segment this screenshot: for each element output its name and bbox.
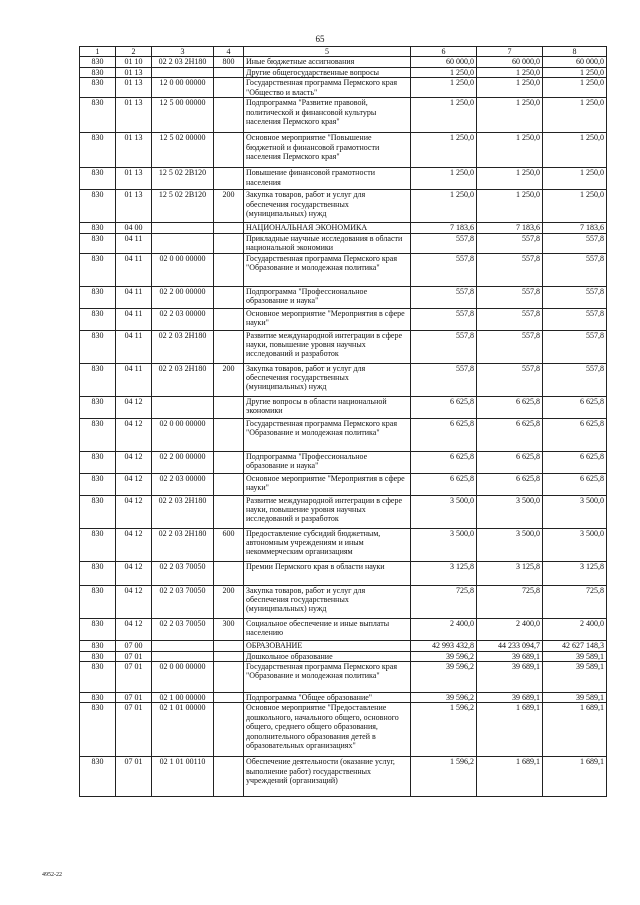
expense-type-cell: [214, 286, 244, 308]
target-code-cell: [152, 67, 214, 77]
table-row: [80, 451, 607, 473]
target-code-cell: [152, 651, 214, 661]
admin-code-cell: 830: [80, 418, 116, 451]
description-cell: Основное мероприятие "Мероприятия в сфере науки": [244, 473, 411, 495]
admin-code-cell: 830: [80, 308, 116, 330]
value-year-1-cell: 557,8: [411, 308, 477, 330]
column-header: 4: [214, 47, 244, 57]
admin-code-cell: 830: [80, 286, 116, 308]
description-cell: Государственная программа Пермского края "Общество и власть": [244, 78, 411, 98]
expense-type-cell: [214, 651, 244, 661]
target-code-cell: 02 2 03 70050: [152, 561, 214, 585]
value-year-2-cell: 6 625,8: [477, 418, 543, 451]
value-year-2-cell: 557,8: [477, 363, 543, 396]
section-code-cell: 01 10: [116, 57, 152, 67]
value-year-2-cell: 44 233 094,7: [477, 640, 543, 651]
value-year-1-cell: 39 596,2: [411, 662, 477, 693]
column-header: 3: [152, 47, 214, 57]
description-cell: Развитие международной интеграции в сфере науки, повышение уровня научных исследований и разработок: [244, 495, 411, 528]
value-year-2-cell: 2 400,0: [477, 618, 543, 640]
description-cell: Закупка товаров, работ и услуг для обеспечения государственных (муниципальных) нужд: [244, 190, 411, 223]
admin-code-cell: 830: [80, 98, 116, 133]
value-year-3-cell: 6 625,8: [543, 473, 607, 495]
value-year-2-cell: 1 250,0: [477, 190, 543, 223]
value-year-2-cell: 1 250,0: [477, 67, 543, 77]
section-code-cell: 04 12: [116, 418, 152, 451]
section-code-cell: 07 01: [116, 662, 152, 693]
value-year-1-cell: 557,8: [411, 233, 477, 253]
value-year-1-cell: 1 250,0: [411, 190, 477, 223]
value-year-1-cell: 1 250,0: [411, 67, 477, 77]
section-code-cell: 04 12: [116, 396, 152, 418]
expense-type-cell: [214, 495, 244, 528]
expense-type-cell: 800: [214, 57, 244, 67]
expense-type-cell: [214, 561, 244, 585]
admin-code-cell: 830: [80, 396, 116, 418]
section-code-cell: 01 13: [116, 168, 152, 190]
description-cell: Подпрограмма "Профессиональное образование и наука": [244, 451, 411, 473]
target-code-cell: 02 2 03 70050: [152, 585, 214, 618]
section-code-cell: 04 11: [116, 363, 152, 396]
value-year-3-cell: 725,8: [543, 585, 607, 618]
description-cell: Прикладные научные исследования в области национальной экономики: [244, 233, 411, 253]
expense-type-cell: [214, 640, 244, 651]
value-year-1-cell: 1 250,0: [411, 98, 477, 133]
target-code-cell: 12 5 02 00000: [152, 133, 214, 168]
target-code-cell: 02 0 00 00000: [152, 418, 214, 451]
value-year-2-cell: 7 183,6: [477, 223, 543, 233]
value-year-1-cell: 42 993 432,8: [411, 640, 477, 651]
target-code-cell: [152, 396, 214, 418]
value-year-1-cell: 3 500,0: [411, 528, 477, 561]
value-year-3-cell: 1 250,0: [543, 190, 607, 223]
description-cell: Другие вопросы в области национальной экономики: [244, 396, 411, 418]
value-year-1-cell: 7 183,6: [411, 223, 477, 233]
value-year-3-cell: 557,8: [543, 363, 607, 396]
table-row: [80, 473, 607, 495]
value-year-3-cell: 1 250,0: [543, 133, 607, 168]
description-cell: Закупка товаров, работ и услуг для обеспечения государственных (муниципальных) нужд: [244, 363, 411, 396]
expense-type-cell: [214, 78, 244, 98]
target-code-cell: 02 2 03 00000: [152, 473, 214, 495]
value-year-1-cell: 39 596,2: [411, 693, 477, 703]
value-year-3-cell: 3 500,0: [543, 528, 607, 561]
expense-type-cell: [214, 451, 244, 473]
section-code-cell: 04 11: [116, 286, 152, 308]
admin-code-cell: 830: [80, 133, 116, 168]
target-code-cell: 12 5 00 00000: [152, 98, 214, 133]
table-row: [80, 57, 607, 67]
table-row: [80, 78, 607, 98]
column-header: 8: [543, 47, 607, 57]
description-cell: Подпрограмма "Развитие правовой, политической и финансовой культуры населения Пермского края": [244, 98, 411, 133]
description-cell: Иные бюджетные ассигнования: [244, 57, 411, 67]
table-row: [80, 651, 607, 661]
footer-code: 4952-22: [42, 872, 62, 878]
table-row: [80, 528, 607, 561]
expense-type-cell: [214, 133, 244, 168]
section-code-cell: 04 12: [116, 561, 152, 585]
section-code-cell: 04 12: [116, 618, 152, 640]
admin-code-cell: 830: [80, 618, 116, 640]
description-cell: Основное мероприятие "Мероприятия в сфере науки": [244, 308, 411, 330]
table-row: [80, 363, 607, 396]
description-cell: Другие общегосударственные вопросы: [244, 67, 411, 77]
expense-type-cell: 300: [214, 618, 244, 640]
target-code-cell: 02 1 01 00110: [152, 757, 214, 797]
header-row: [80, 47, 607, 57]
description-cell: Основное мероприятие "Предоставление дошкольного, начального общего, основного общего, среднего общего образования, дополнительного образования детей в образовательных организациях": [244, 703, 411, 757]
value-year-2-cell: 1 689,1: [477, 757, 543, 797]
value-year-1-cell: 3 125,8: [411, 561, 477, 585]
table-row: [80, 585, 607, 618]
table-row: [80, 561, 607, 585]
value-year-1-cell: 557,8: [411, 286, 477, 308]
admin-code-cell: 830: [80, 233, 116, 253]
table-row: [80, 98, 607, 133]
admin-code-cell: 830: [80, 693, 116, 703]
admin-code-cell: 830: [80, 168, 116, 190]
section-code-cell: 07 01: [116, 651, 152, 661]
section-code-cell: 01 13: [116, 190, 152, 223]
value-year-3-cell: 6 625,8: [543, 396, 607, 418]
expense-type-cell: [214, 308, 244, 330]
table-row: [80, 693, 607, 703]
value-year-3-cell: 3 125,8: [543, 561, 607, 585]
section-code-cell: 04 12: [116, 451, 152, 473]
column-header: 2: [116, 47, 152, 57]
section-code-cell: 07 01: [116, 693, 152, 703]
section-code-cell: 04 11: [116, 253, 152, 286]
value-year-2-cell: 1 250,0: [477, 168, 543, 190]
admin-code-cell: 830: [80, 528, 116, 561]
section-code-cell: 04 12: [116, 495, 152, 528]
expense-type-cell: [214, 703, 244, 757]
value-year-3-cell: 1 250,0: [543, 168, 607, 190]
value-year-3-cell: 6 625,8: [543, 451, 607, 473]
value-year-3-cell: 1 250,0: [543, 78, 607, 98]
description-cell: НАЦИОНАЛЬНАЯ ЭКОНОМИКА: [244, 223, 411, 233]
description-cell: ОБРАЗОВАНИЕ: [244, 640, 411, 651]
description-cell: Государственная программа Пермского края "Образование и молодежная политика": [244, 253, 411, 286]
table-row: [80, 308, 607, 330]
description-cell: Дошкольное образование: [244, 651, 411, 661]
table-row: [80, 703, 607, 757]
admin-code-cell: 830: [80, 561, 116, 585]
expense-type-cell: [214, 396, 244, 418]
target-code-cell: 02 1 00 00000: [152, 693, 214, 703]
admin-code-cell: 830: [80, 585, 116, 618]
section-code-cell: 04 00: [116, 223, 152, 233]
column-header: 5: [244, 47, 411, 57]
table-row: [80, 133, 607, 168]
value-year-2-cell: 1 689,1: [477, 703, 543, 757]
value-year-2-cell: 39 689,1: [477, 651, 543, 661]
section-code-cell: 04 12: [116, 528, 152, 561]
target-code-cell: 12 5 02 2В120: [152, 190, 214, 223]
value-year-2-cell: 557,8: [477, 233, 543, 253]
value-year-3-cell: 1 250,0: [543, 98, 607, 133]
budget-table: [79, 46, 607, 797]
target-code-cell: 12 5 02 2В120: [152, 168, 214, 190]
value-year-1-cell: 6 625,8: [411, 451, 477, 473]
expense-type-cell: [214, 330, 244, 363]
target-code-cell: 02 2 03 2Н180: [152, 528, 214, 561]
value-year-2-cell: 725,8: [477, 585, 543, 618]
admin-code-cell: 830: [80, 451, 116, 473]
value-year-2-cell: 60 000,0: [477, 57, 543, 67]
section-code-cell: 07 01: [116, 757, 152, 797]
value-year-2-cell: 557,8: [477, 308, 543, 330]
target-code-cell: 02 2 03 2Н180: [152, 363, 214, 396]
table-row: [80, 618, 607, 640]
value-year-3-cell: 3 500,0: [543, 495, 607, 528]
table-row: [80, 495, 607, 528]
value-year-3-cell: 557,8: [543, 286, 607, 308]
admin-code-cell: 830: [80, 495, 116, 528]
table-row: [80, 168, 607, 190]
value-year-3-cell: 1 689,1: [543, 757, 607, 797]
description-cell: Социальное обеспечение и иные выплаты населению: [244, 618, 411, 640]
admin-code-cell: 830: [80, 651, 116, 661]
expense-type-cell: [214, 67, 244, 77]
value-year-2-cell: 6 625,8: [477, 451, 543, 473]
value-year-2-cell: 1 250,0: [477, 133, 543, 168]
target-code-cell: 02 0 00 00000: [152, 662, 214, 693]
description-cell: Повышение финансовой грамотности населения: [244, 168, 411, 190]
description-cell: Государственная программа Пермского края "Образование и молодежная политика": [244, 662, 411, 693]
admin-code-cell: 830: [80, 253, 116, 286]
value-year-1-cell: 725,8: [411, 585, 477, 618]
value-year-3-cell: 557,8: [543, 233, 607, 253]
expense-type-cell: [214, 757, 244, 797]
value-year-3-cell: 6 625,8: [543, 418, 607, 451]
section-code-cell: 07 00: [116, 640, 152, 651]
section-code-cell: 04 11: [116, 308, 152, 330]
target-code-cell: 02 0 00 00000: [152, 253, 214, 286]
target-code-cell: [152, 223, 214, 233]
value-year-3-cell: 39 589,1: [543, 693, 607, 703]
value-year-2-cell: 1 250,0: [477, 78, 543, 98]
table-row: [80, 233, 607, 253]
expense-type-cell: [214, 693, 244, 703]
description-cell: Обеспечение деятельности (оказание услуг, выполнение работ) государственных учреждений (организаций): [244, 757, 411, 797]
value-year-1-cell: 39 596,2: [411, 651, 477, 661]
value-year-2-cell: 1 250,0: [477, 98, 543, 133]
value-year-2-cell: 557,8: [477, 330, 543, 363]
admin-code-cell: 830: [80, 190, 116, 223]
section-code-cell: 01 13: [116, 98, 152, 133]
target-code-cell: [152, 640, 214, 651]
admin-code-cell: 830: [80, 78, 116, 98]
description-cell: Премии Пермского края в области науки: [244, 561, 411, 585]
value-year-1-cell: 557,8: [411, 253, 477, 286]
value-year-1-cell: 6 625,8: [411, 473, 477, 495]
target-code-cell: 02 2 00 00000: [152, 286, 214, 308]
table-row: [80, 330, 607, 363]
description-cell: Подпрограмма "Профессиональное образование и наука": [244, 286, 411, 308]
expense-type-cell: [214, 233, 244, 253]
table-row: [80, 662, 607, 693]
target-code-cell: 02 2 03 2Н180: [152, 57, 214, 67]
section-code-cell: 04 12: [116, 473, 152, 495]
admin-code-cell: 830: [80, 640, 116, 651]
value-year-3-cell: 39 589,1: [543, 662, 607, 693]
value-year-1-cell: 6 625,8: [411, 396, 477, 418]
table-row: [80, 640, 607, 651]
value-year-1-cell: 6 625,8: [411, 418, 477, 451]
description-cell: Развитие международной интеграции в сфере науки, повышение уровня научных исследований и разработок: [244, 330, 411, 363]
admin-code-cell: 830: [80, 330, 116, 363]
value-year-1-cell: 1 250,0: [411, 133, 477, 168]
value-year-2-cell: 6 625,8: [477, 396, 543, 418]
value-year-3-cell: 42 627 148,3: [543, 640, 607, 651]
value-year-1-cell: 1 596,2: [411, 703, 477, 757]
value-year-2-cell: 3 500,0: [477, 495, 543, 528]
value-year-2-cell: 6 625,8: [477, 473, 543, 495]
value-year-3-cell: 557,8: [543, 330, 607, 363]
table-row: [80, 190, 607, 223]
value-year-1-cell: 1 250,0: [411, 78, 477, 98]
value-year-2-cell: 3 500,0: [477, 528, 543, 561]
value-year-3-cell: 39 589,1: [543, 651, 607, 661]
section-code-cell: 01 13: [116, 133, 152, 168]
expense-type-cell: [214, 473, 244, 495]
admin-code-cell: 830: [80, 223, 116, 233]
value-year-3-cell: 557,8: [543, 253, 607, 286]
value-year-2-cell: 39 689,1: [477, 662, 543, 693]
column-header: 1: [80, 47, 116, 57]
admin-code-cell: 830: [80, 473, 116, 495]
value-year-1-cell: 557,8: [411, 330, 477, 363]
value-year-2-cell: 557,8: [477, 253, 543, 286]
admin-code-cell: 830: [80, 67, 116, 77]
description-cell: Государственная программа Пермского края "Образование и молодежная политика": [244, 418, 411, 451]
section-code-cell: 04 12: [116, 585, 152, 618]
target-code-cell: 02 2 00 00000: [152, 451, 214, 473]
value-year-1-cell: 60 000,0: [411, 57, 477, 67]
admin-code-cell: 830: [80, 757, 116, 797]
target-code-cell: 02 2 03 70050: [152, 618, 214, 640]
description-cell: Предоставление субсидий бюджетным, автономным учреждениям и иным некоммерческим организациям: [244, 528, 411, 561]
table-row: [80, 418, 607, 451]
admin-code-cell: 830: [80, 363, 116, 396]
table-row: [80, 286, 607, 308]
admin-code-cell: 830: [80, 703, 116, 757]
expense-type-cell: 200: [214, 363, 244, 396]
column-header: 6: [411, 47, 477, 57]
target-code-cell: [152, 233, 214, 253]
target-code-cell: 02 1 01 00000: [152, 703, 214, 757]
table-row: [80, 396, 607, 418]
expense-type-cell: [214, 223, 244, 233]
value-year-2-cell: 3 125,8: [477, 561, 543, 585]
section-code-cell: 04 11: [116, 330, 152, 363]
expense-type-cell: 200: [214, 190, 244, 223]
value-year-3-cell: 1 689,1: [543, 703, 607, 757]
description-cell: Подпрограмма "Общее образование": [244, 693, 411, 703]
target-code-cell: 02 2 03 2Н180: [152, 495, 214, 528]
expense-type-cell: [214, 662, 244, 693]
value-year-1-cell: 1 250,0: [411, 168, 477, 190]
expense-type-cell: 600: [214, 528, 244, 561]
table-row: [80, 223, 607, 233]
description-cell: Закупка товаров, работ и услуг для обеспечения государственных (муниципальных) нужд: [244, 585, 411, 618]
section-code-cell: 07 01: [116, 703, 152, 757]
table-row: [80, 253, 607, 286]
value-year-1-cell: 557,8: [411, 363, 477, 396]
value-year-1-cell: 2 400,0: [411, 618, 477, 640]
expense-type-cell: [214, 168, 244, 190]
value-year-2-cell: 39 689,1: [477, 693, 543, 703]
table-row: [80, 67, 607, 77]
value-year-3-cell: 7 183,6: [543, 223, 607, 233]
table-row: [80, 757, 607, 797]
table-body: [80, 57, 607, 797]
section-code-cell: 01 13: [116, 67, 152, 77]
admin-code-cell: 830: [80, 57, 116, 67]
section-code-cell: 01 13: [116, 78, 152, 98]
value-year-1-cell: 3 500,0: [411, 495, 477, 528]
target-code-cell: 02 2 03 2Н180: [152, 330, 214, 363]
target-code-cell: 02 2 03 00000: [152, 308, 214, 330]
value-year-3-cell: 557,8: [543, 308, 607, 330]
value-year-2-cell: 557,8: [477, 286, 543, 308]
admin-code-cell: 830: [80, 662, 116, 693]
expense-type-cell: 200: [214, 585, 244, 618]
expense-type-cell: [214, 253, 244, 286]
description-cell: Основное мероприятие "Повышение бюджетной и финансовой грамотности населения Пермского края": [244, 133, 411, 168]
value-year-3-cell: 60 000,0: [543, 57, 607, 67]
value-year-1-cell: 1 596,2: [411, 757, 477, 797]
column-header: 7: [477, 47, 543, 57]
value-year-3-cell: 1 250,0: [543, 67, 607, 77]
value-year-3-cell: 2 400,0: [543, 618, 607, 640]
target-code-cell: 12 0 00 00000: [152, 78, 214, 98]
expense-type-cell: [214, 98, 244, 133]
expense-type-cell: [214, 418, 244, 451]
section-code-cell: 04 11: [116, 233, 152, 253]
page-number: 65: [315, 34, 325, 44]
